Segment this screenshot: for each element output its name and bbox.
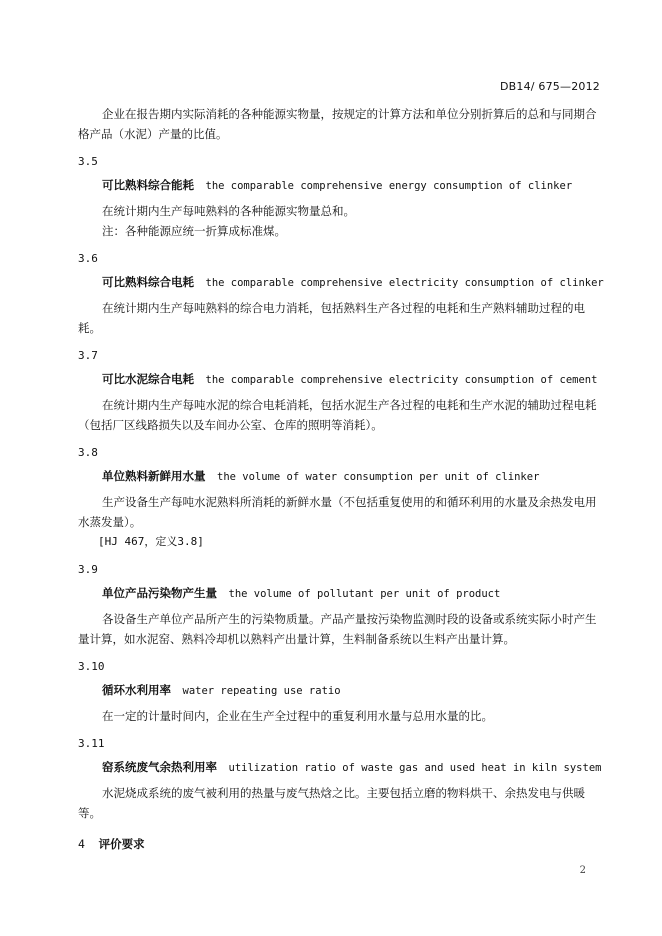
term-zh: 可比熟料综合能耗 [102, 178, 194, 192]
term-number: 3.8 [78, 446, 98, 459]
term-zh: 单位熟料新鲜用水量 [102, 469, 206, 483]
term-zh: 窑系统废气余热利用率 [102, 760, 217, 774]
term-definition: 生产设备生产每吨水泥熟料所消耗的新鲜水量（不包括重复使用的和循环利用的水量及余热发电用水蒸发量）。 [78, 495, 597, 529]
clause-title: 评价要求 [98, 837, 145, 851]
term-reference: [HJ 467，定义3.8] [98, 535, 204, 548]
term-definition: 各设备生产单位产品所产生的污染物质量。产品产量按污染物监测时段的设备或系统实际小时产生量计算，如水泥窑、熟料冷却机以熟料产出量计算，生料制备系统以生料产出量计算。 [78, 612, 597, 646]
term-en: the comparable comprehensive energy consumption of clinker [205, 180, 573, 192]
term-heading [78, 467, 598, 486]
term-zh: 可比熟料综合电耗 [102, 275, 194, 289]
term-zh: 可比水泥综合电耗 [102, 372, 194, 386]
term-definition: 在统计期内生产每吨熟料的综合电力消耗，包括熟料生产各过程的电耗和生产熟料辅助过程的电耗。 [78, 301, 585, 335]
term-en: water repeating use ratio [182, 685, 341, 697]
page-number: 2 [579, 865, 586, 876]
term-definition: 在统计期内生产每吨水泥的综合电耗消耗，包括水泥生产各过程的电耗和生产水泥的辅助过程电耗（包括厂区线路损失以及车间办公室、仓库的照明等消耗）。 [78, 398, 597, 432]
term-heading [78, 584, 598, 603]
term-zh: 循环水利用率 [102, 683, 171, 697]
term-number: 3.11 [78, 737, 105, 750]
term-en: the volume of water consumption per unit of clinker [217, 471, 540, 483]
term-en: the volume of pollutant per unit of product [228, 588, 501, 600]
term-zh: 单位产品污染物产生量 [102, 586, 217, 600]
term-heading [78, 176, 598, 195]
document-body [78, 104, 604, 853]
term-note: 注：各种能源应统一折算成标准煤。 [102, 224, 286, 238]
term-heading [78, 370, 598, 389]
term-definition: 在一定的计量时间内，企业在生产全过程中的重复利用水量与总用水量的比。 [102, 709, 493, 723]
term-en: the comparable comprehensive electricity consumption of cement [205, 374, 598, 386]
term-number: 3.6 [78, 252, 98, 265]
term-number: 3.9 [78, 563, 98, 576]
term-definition: 水泥烧成系统的废气被利用的热量与废气热焓之比。主要包括立磨的物料烘干、余热发电与供暖等。 [78, 786, 585, 820]
term-heading [78, 681, 598, 700]
term-heading [78, 273, 604, 292]
term-number: 3.7 [78, 349, 98, 362]
term-en: the comparable comprehensive electricity consumption of clinker [205, 277, 604, 289]
clause-number: 4 [78, 837, 85, 851]
term-definition: 在统计期内生产每吨熟料的各种能源实物量总和。 [102, 204, 355, 218]
term-number: 3.5 [78, 155, 98, 168]
term-number: 3.10 [78, 660, 105, 673]
intro-paragraph: 企业在报告期内实际消耗的各种能源实物量，按规定的计算方法和单位分别折算后的总和与同期合格产品（水泥）产量的比值。 [78, 107, 597, 141]
term-heading [78, 758, 602, 777]
term-en: utilization ratio of waste gas and used heat in kiln system [228, 762, 602, 774]
standard-code: DB14/ 675—2012 [499, 80, 600, 93]
clause-heading [78, 835, 598, 853]
